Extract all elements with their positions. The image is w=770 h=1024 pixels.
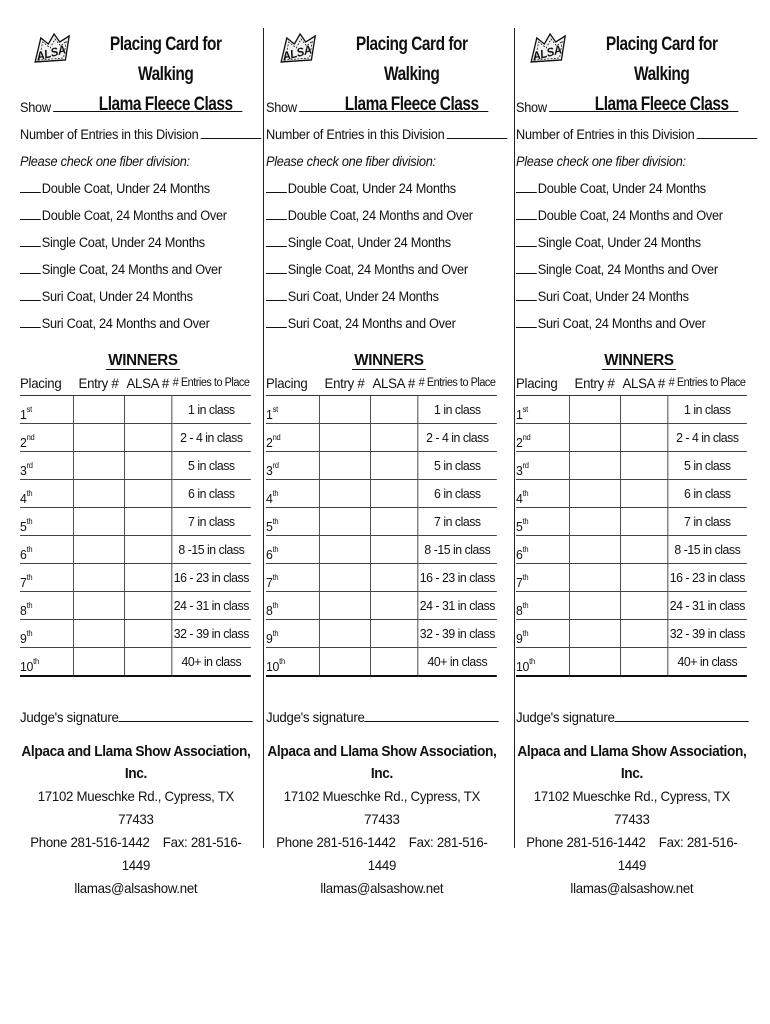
- division-option[interactable]: [516, 229, 749, 256]
- entries-blank[interactable]: [200, 124, 261, 139]
- alsa-number-cell[interactable]: [124, 564, 171, 592]
- organization-contact: [516, 831, 748, 877]
- division-check-blank[interactable]: [516, 259, 537, 274]
- division-check-blank[interactable]: [266, 286, 287, 301]
- division-list: [516, 175, 749, 337]
- entries-to-place-cell: 1 in class: [171, 396, 250, 424]
- card-title: [337, 30, 487, 120]
- entry-number-cell[interactable]: [569, 480, 620, 508]
- placing-row: [20, 396, 251, 424]
- division-label: Suri Coat, Under 24 Months: [41, 289, 193, 304]
- entries-to-place-cell: 40+ in class: [171, 648, 250, 677]
- division-check-blank[interactable]: [266, 178, 287, 193]
- alsa-logo-icon: [527, 30, 571, 70]
- placing-number: 8th: [266, 592, 319, 620]
- organization-fax: Fax: 281-516-1449: [367, 834, 488, 873]
- winners-heading: WINNERS: [108, 352, 178, 369]
- card-divider: [263, 28, 264, 848]
- division-check-blank[interactable]: [266, 205, 287, 220]
- division-label: Single Coat, Under 24 Months: [41, 235, 205, 250]
- placing-row: [20, 536, 251, 564]
- entries-to-place-cell: 8 -15 in class: [171, 536, 250, 564]
- placing-number: 4th: [20, 480, 73, 508]
- placing-number: 10th: [20, 648, 73, 677]
- division-option[interactable]: [266, 256, 499, 283]
- entries-to-place-cell: 40+ in class: [667, 648, 746, 677]
- placing-row: [516, 452, 747, 480]
- placing-row: [266, 564, 497, 592]
- division-check-blank[interactable]: [20, 232, 41, 247]
- organization-block: [516, 741, 748, 900]
- division-check-blank[interactable]: [20, 286, 41, 301]
- placing-card: [516, 28, 749, 896]
- entries-to-place-cell: 7 in class: [171, 508, 250, 536]
- placing-column-header: Placing: [516, 371, 569, 396]
- entries-to-place-cell: 24 - 31 in class: [417, 592, 496, 620]
- division-check-blank[interactable]: [266, 232, 287, 247]
- card-title-line2: Llama Fleece Class: [98, 94, 233, 115]
- division-check-blank[interactable]: [266, 259, 287, 274]
- alsa-number-cell[interactable]: [620, 396, 667, 424]
- alsa-number-cell[interactable]: [370, 536, 417, 564]
- placing-row: [20, 424, 251, 452]
- entries-to-place-cell: 5 in class: [171, 452, 250, 480]
- placing-number: 8th: [20, 592, 73, 620]
- entries-field[interactable]: [516, 121, 749, 148]
- division-list: [20, 175, 253, 337]
- alsa-number-cell[interactable]: [124, 620, 171, 648]
- placing-number: 7th: [266, 564, 319, 592]
- division-check-blank[interactable]: [516, 286, 537, 301]
- organization-block: [20, 741, 252, 900]
- judge-signature-blank[interactable]: [365, 707, 499, 722]
- organization-address: 17102 Mueschke Rd., Cypress, TX 77433: [533, 788, 731, 827]
- card-title: [91, 30, 241, 120]
- division-check-blank[interactable]: [266, 313, 287, 328]
- placing-number: 1st: [516, 396, 569, 424]
- entry-number-cell[interactable]: [569, 452, 620, 480]
- entry-number-cell[interactable]: [319, 452, 370, 480]
- placing-row: [516, 648, 747, 677]
- alsa-column-header: ALSA #: [124, 371, 171, 396]
- division-option[interactable]: [516, 256, 749, 283]
- alsa-number-cell[interactable]: [370, 648, 417, 677]
- winners-table: [20, 371, 251, 677]
- alsa-number-cell[interactable]: [124, 508, 171, 536]
- alsa-logo-icon: [277, 30, 321, 70]
- placing-row: [266, 452, 497, 480]
- entry-number-cell[interactable]: [569, 536, 620, 564]
- placing-number: 8th: [516, 592, 569, 620]
- card-title-line2: Llama Fleece Class: [344, 94, 479, 115]
- division-label: Double Coat, 24 Months and Over: [537, 208, 723, 223]
- alsa-number-cell[interactable]: [620, 564, 667, 592]
- placing-number: 6th: [20, 536, 73, 564]
- entries-to-place-cell: 6 in class: [171, 480, 250, 508]
- entries-to-place-cell: 32 - 39 in class: [417, 620, 496, 648]
- entries-label: Number of Entries in this Division: [266, 127, 445, 142]
- entry-number-cell[interactable]: [569, 648, 620, 677]
- entry-number-cell[interactable]: [319, 536, 370, 564]
- entries-blank[interactable]: [446, 124, 507, 139]
- organization-email[interactable]: llamas@alsashow.net: [320, 880, 444, 896]
- entries-to-place-cell: 24 - 31 in class: [171, 592, 250, 620]
- placing-card: [20, 28, 253, 896]
- placing-row: [266, 396, 497, 424]
- placing-row: [20, 648, 251, 677]
- division-check-blank[interactable]: [20, 178, 41, 193]
- placing-row: [20, 480, 251, 508]
- division-check-blank[interactable]: [516, 178, 537, 193]
- entry-number-cell[interactable]: [73, 564, 124, 592]
- judge-signature-field[interactable]: [516, 707, 749, 731]
- division-list: [266, 175, 499, 337]
- placing-number: 3rd: [516, 452, 569, 480]
- entries-to-place-cell: 7 in class: [417, 508, 496, 536]
- placing-number: 3rd: [20, 452, 73, 480]
- placing-row: [266, 536, 497, 564]
- card-title-line2: Llama Fleece Class: [594, 94, 729, 115]
- division-label: Single Coat, Under 24 Months: [287, 235, 451, 250]
- division-label: Single Coat, Under 24 Months: [537, 235, 701, 250]
- placing-number: 9th: [266, 620, 319, 648]
- placing-row: [20, 592, 251, 620]
- alsa-number-cell[interactable]: [370, 592, 417, 620]
- alsa-number-cell[interactable]: [370, 564, 417, 592]
- division-label: Single Coat, 24 Months and Over: [287, 262, 468, 277]
- entry-number-cell[interactable]: [569, 396, 620, 424]
- entries-to-place-cell: 32 - 39 in class: [667, 620, 746, 648]
- alsa-column-header: ALSA #: [370, 371, 417, 396]
- svg-text:ALSA: ALSA: [35, 43, 68, 64]
- card-divider: [514, 28, 515, 848]
- check-instruction: Please check one fiber division:: [516, 154, 686, 169]
- alsa-logo-icon: [31, 30, 75, 70]
- division-label: Double Coat, Under 24 Months: [287, 181, 456, 196]
- division-option[interactable]: [266, 283, 499, 310]
- placing-row: [516, 620, 747, 648]
- alsa-number-cell[interactable]: [124, 452, 171, 480]
- placing-number: 5th: [516, 508, 569, 536]
- entry-number-cell[interactable]: [569, 592, 620, 620]
- placing-row: [266, 592, 497, 620]
- placing-number: 5th: [20, 508, 73, 536]
- card-title-line1: Placing Card for Walking: [605, 34, 718, 85]
- entries-to-place-column-header: # Entries to Place: [667, 371, 746, 396]
- alsa-number-cell[interactable]: [370, 620, 417, 648]
- alsa-number-cell[interactable]: [620, 452, 667, 480]
- division-label: Suri Coat, 24 Months and Over: [537, 316, 706, 331]
- division-option[interactable]: [516, 175, 749, 202]
- entries-field[interactable]: [20, 121, 253, 148]
- entries-to-place-cell: 8 -15 in class: [417, 536, 496, 564]
- placing-row: [266, 508, 497, 536]
- entry-number-cell[interactable]: [569, 424, 620, 452]
- judge-signature-label: Judge's signature: [516, 709, 615, 725]
- entries-to-place-cell: 2 - 4 in class: [667, 424, 746, 452]
- placing-row: [266, 620, 497, 648]
- check-instruction: Please check one fiber division:: [20, 154, 190, 169]
- division-check-blank[interactable]: [516, 205, 537, 220]
- judge-signature-blank[interactable]: [615, 707, 749, 722]
- entries-to-place-cell: 16 - 23 in class: [171, 564, 250, 592]
- entries-label: Number of Entries in this Division: [20, 127, 199, 142]
- placing-row: [516, 592, 747, 620]
- division-label: Single Coat, 24 Months and Over: [41, 262, 222, 277]
- placing-row: [516, 508, 747, 536]
- entry-number-cell[interactable]: [319, 620, 370, 648]
- entries-blank[interactable]: [696, 124, 757, 139]
- organization-fax: Fax: 281-516-1449: [617, 834, 738, 873]
- placing-number: 6th: [266, 536, 319, 564]
- placing-row: [20, 564, 251, 592]
- check-instruction: Please check one fiber division:: [266, 154, 436, 169]
- entries-to-place-cell: 8 -15 in class: [667, 536, 746, 564]
- alsa-number-cell[interactable]: [370, 480, 417, 508]
- placing-row: [516, 424, 747, 452]
- organization-email[interactable]: llamas@alsashow.net: [74, 880, 198, 896]
- alsa-number-cell[interactable]: [620, 508, 667, 536]
- entry-number-cell[interactable]: [319, 424, 370, 452]
- alsa-column-header: ALSA #: [620, 371, 667, 396]
- alsa-number-cell[interactable]: [370, 452, 417, 480]
- card-title-line1: Placing Card for Walking: [355, 34, 468, 85]
- division-label: Double Coat, 24 Months and Over: [41, 208, 227, 223]
- svg-text:ALSA: ALSA: [531, 43, 564, 64]
- entries-label: Number of Entries in this Division: [516, 127, 695, 142]
- division-check-blank[interactable]: [20, 259, 41, 274]
- division-option[interactable]: [516, 202, 749, 229]
- svg-text:ALSA: ALSA: [281, 43, 314, 64]
- entry-number-cell[interactable]: [319, 480, 370, 508]
- organization-address: 17102 Mueschke Rd., Cypress, TX 77433: [37, 788, 235, 827]
- entries-to-place-cell: 2 - 4 in class: [417, 424, 496, 452]
- placing-row: [266, 648, 497, 677]
- division-option[interactable]: [20, 175, 253, 202]
- division-check-blank[interactable]: [20, 313, 41, 328]
- placing-row: [20, 620, 251, 648]
- division-option[interactable]: [20, 256, 253, 283]
- division-check-blank[interactable]: [516, 232, 537, 247]
- show-label: Show: [516, 100, 547, 115]
- placing-row: [266, 424, 497, 452]
- entry-number-cell[interactable]: [73, 508, 124, 536]
- placing-row: [20, 508, 251, 536]
- division-label: Suri Coat, Under 24 Months: [537, 289, 689, 304]
- entry-number-cell[interactable]: [73, 452, 124, 480]
- entry-number-cell[interactable]: [73, 620, 124, 648]
- alsa-number-cell[interactable]: [124, 396, 171, 424]
- entries-to-place-cell: 40+ in class: [417, 648, 496, 677]
- entry-column-header: Entry #: [73, 371, 124, 396]
- alsa-number-cell[interactable]: [370, 424, 417, 452]
- entry-number-cell[interactable]: [569, 564, 620, 592]
- entries-to-place-cell: 7 in class: [667, 508, 746, 536]
- alsa-number-cell[interactable]: [370, 396, 417, 424]
- division-label: Double Coat, 24 Months and Over: [287, 208, 473, 223]
- card-title: [587, 30, 737, 120]
- show-label: Show: [20, 100, 51, 115]
- winners-table: [266, 371, 497, 677]
- placing-number: 4th: [516, 480, 569, 508]
- placing-column-header: Placing: [266, 371, 319, 396]
- alsa-number-cell[interactable]: [124, 648, 171, 677]
- entry-column-header: Entry #: [319, 371, 370, 396]
- entries-to-place-cell: 6 in class: [667, 480, 746, 508]
- placing-number: 7th: [516, 564, 569, 592]
- entry-number-cell[interactable]: [569, 620, 620, 648]
- division-label: Suri Coat, 24 Months and Over: [41, 316, 210, 331]
- division-check-blank[interactable]: [20, 205, 41, 220]
- entries-to-place-cell: 1 in class: [667, 396, 746, 424]
- division-option[interactable]: [20, 283, 253, 310]
- placing-number: 2nd: [20, 424, 73, 452]
- alsa-number-cell[interactable]: [620, 536, 667, 564]
- entries-to-place-cell: 5 in class: [667, 452, 746, 480]
- placing-number: 3rd: [266, 452, 319, 480]
- division-option[interactable]: [266, 310, 499, 337]
- alsa-number-cell[interactable]: [620, 648, 667, 677]
- organization-phone: Phone 281-516-1442: [526, 834, 646, 850]
- placing-row: [516, 396, 747, 424]
- organization-fax: Fax: 281-516-1449: [121, 834, 242, 873]
- placing-number: 7th: [20, 564, 73, 592]
- alsa-number-cell[interactable]: [620, 480, 667, 508]
- division-label: Double Coat, Under 24 Months: [41, 181, 210, 196]
- entries-to-place-cell: 1 in class: [417, 396, 496, 424]
- judge-signature-blank[interactable]: [119, 707, 253, 722]
- alsa-number-cell[interactable]: [124, 480, 171, 508]
- division-label: Suri Coat, Under 24 Months: [287, 289, 439, 304]
- entry-number-cell[interactable]: [73, 424, 124, 452]
- alsa-number-cell[interactable]: [124, 424, 171, 452]
- alsa-number-cell[interactable]: [124, 536, 171, 564]
- entries-to-place-column-header: # Entries to Place: [171, 371, 250, 396]
- alsa-number-cell[interactable]: [370, 508, 417, 536]
- alsa-number-cell[interactable]: [620, 620, 667, 648]
- alsa-number-cell[interactable]: [620, 592, 667, 620]
- entries-to-place-cell: 6 in class: [417, 480, 496, 508]
- placing-number: 10th: [266, 648, 319, 677]
- organization-phone: Phone 281-516-1442: [30, 834, 150, 850]
- entries-to-place-cell: 16 - 23 in class: [417, 564, 496, 592]
- organization-email[interactable]: llamas@alsashow.net: [570, 880, 694, 896]
- show-label: Show: [266, 100, 297, 115]
- placing-card: [266, 28, 499, 896]
- winners-heading: WINNERS: [604, 352, 674, 369]
- organization-name: Alpaca and Llama Show Association, Inc.: [517, 744, 747, 782]
- placing-row: [516, 536, 747, 564]
- placing-row: [516, 564, 747, 592]
- judge-signature-field[interactable]: [20, 707, 253, 731]
- judge-signature-field[interactable]: [266, 707, 499, 731]
- division-option[interactable]: [266, 229, 499, 256]
- placing-row: [20, 452, 251, 480]
- placing-number: 5th: [266, 508, 319, 536]
- entry-number-cell[interactable]: [319, 648, 370, 677]
- placing-row: [516, 480, 747, 508]
- placing-number: 2nd: [266, 424, 319, 452]
- placing-number: 9th: [20, 620, 73, 648]
- placing-row: [266, 480, 497, 508]
- entries-to-place-cell: 16 - 23 in class: [667, 564, 746, 592]
- entry-number-cell[interactable]: [73, 396, 124, 424]
- division-option[interactable]: [266, 202, 499, 229]
- entry-number-cell[interactable]: [319, 592, 370, 620]
- entry-number-cell[interactable]: [319, 396, 370, 424]
- entries-to-place-cell: 2 - 4 in class: [171, 424, 250, 452]
- alsa-number-cell[interactable]: [124, 592, 171, 620]
- placing-number: 9th: [516, 620, 569, 648]
- division-option[interactable]: [516, 310, 749, 337]
- organization-address: 17102 Mueschke Rd., Cypress, TX 77433: [283, 788, 481, 827]
- organization-contact: [20, 831, 252, 877]
- organization-phone: Phone 281-516-1442: [276, 834, 396, 850]
- division-option[interactable]: [20, 202, 253, 229]
- entry-number-cell[interactable]: [319, 508, 370, 536]
- placing-number: 1st: [266, 396, 319, 424]
- division-label: Double Coat, Under 24 Months: [537, 181, 706, 196]
- judge-signature-label: Judge's signature: [266, 709, 365, 725]
- winners-heading: WINNERS: [354, 352, 424, 369]
- division-label: Single Coat, 24 Months and Over: [537, 262, 718, 277]
- entry-number-cell[interactable]: [319, 564, 370, 592]
- placing-number: 6th: [516, 536, 569, 564]
- division-label: Suri Coat, 24 Months and Over: [287, 316, 456, 331]
- organization-name: Alpaca and Llama Show Association, Inc.: [21, 744, 251, 782]
- division-option[interactable]: [266, 175, 499, 202]
- entries-to-place-cell: 32 - 39 in class: [171, 620, 250, 648]
- entries-to-place-cell: 5 in class: [417, 452, 496, 480]
- entry-number-cell[interactable]: [569, 508, 620, 536]
- placing-number: 4th: [266, 480, 319, 508]
- alsa-number-cell[interactable]: [620, 424, 667, 452]
- entry-column-header: Entry #: [569, 371, 620, 396]
- entry-number-cell[interactable]: [73, 536, 124, 564]
- entry-number-cell[interactable]: [73, 648, 124, 677]
- division-option[interactable]: [516, 283, 749, 310]
- winners-table: [516, 371, 747, 677]
- placing-column-header: Placing: [20, 371, 73, 396]
- division-option[interactable]: [20, 310, 253, 337]
- entries-to-place-column-header: # Entries to Place: [417, 371, 496, 396]
- placing-number: 1st: [20, 396, 73, 424]
- entry-number-cell[interactable]: [73, 480, 124, 508]
- division-option[interactable]: [20, 229, 253, 256]
- organization-block: [266, 741, 498, 900]
- entries-field[interactable]: [266, 121, 499, 148]
- entries-to-place-cell: 24 - 31 in class: [667, 592, 746, 620]
- division-check-blank[interactable]: [516, 313, 537, 328]
- judge-signature-label: Judge's signature: [20, 709, 119, 725]
- organization-contact: [266, 831, 498, 877]
- card-title-line1: Placing Card for Walking: [109, 34, 222, 85]
- placing-number: 10th: [516, 648, 569, 677]
- entry-number-cell[interactable]: [73, 592, 124, 620]
- placing-number: 2nd: [516, 424, 569, 452]
- organization-name: Alpaca and Llama Show Association, Inc.: [267, 744, 497, 782]
